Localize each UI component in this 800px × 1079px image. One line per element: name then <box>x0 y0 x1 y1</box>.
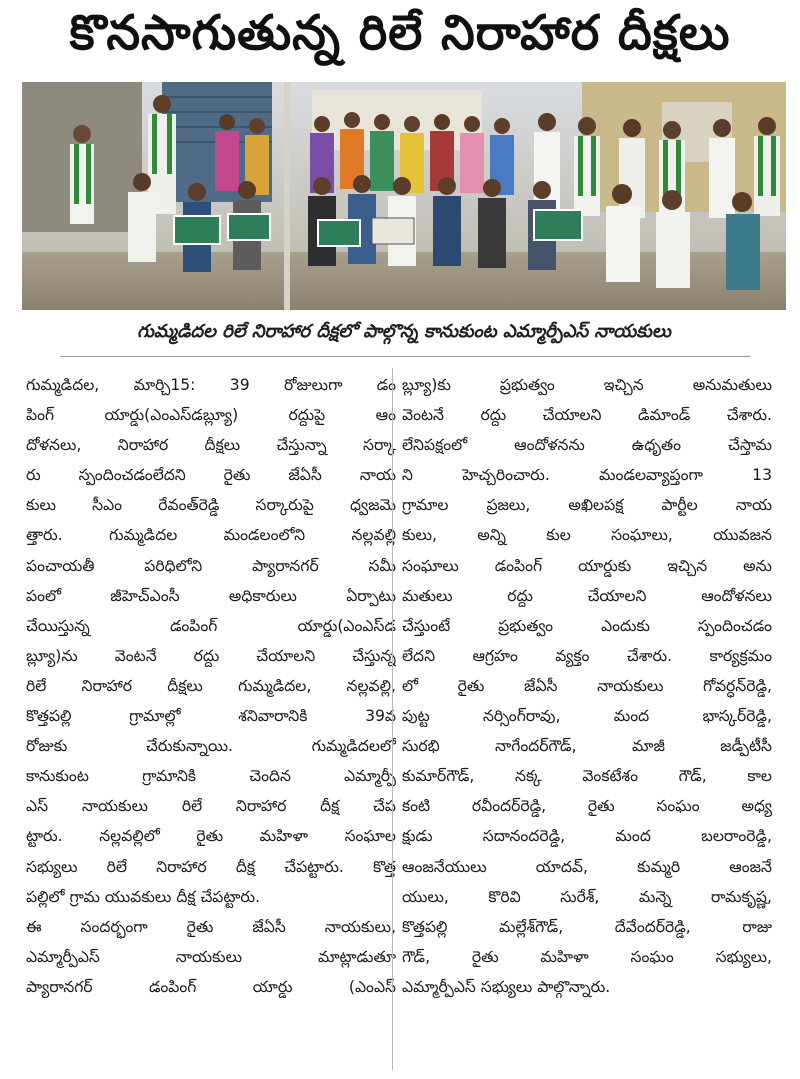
body-line: ఆంజనేయులు యాదవ్, కుమ్మరి ఆంజనే <box>402 857 772 876</box>
body-line: చేయిస్తున్న డంపింగ్ యార్డు(ఎంఎస్‌డ <box>26 616 396 635</box>
article-column-left <box>26 370 396 1070</box>
body-line: ఎస్ నాయకులు రిలే నిరాహార దీక్ష చేప <box>26 797 396 816</box>
body-line: కులు సీఎం రేవంత్‌రెడ్డి సర్కారుపై ధ్వజమె <box>26 496 396 515</box>
body-line: పింగ్ యార్డు(ఎంఎస్‌డబ్ల్యూ) రద్దుపై ఆం <box>26 406 396 425</box>
body-line: కంటి రవీందర్‌రెడ్డి, రైతు సంఘం అధ్య <box>402 797 772 816</box>
body-line: బ్ల్యూ)కు ప్రభుత్వం ఇచ్చిన అనుమతులు <box>402 376 772 394</box>
body-line: ని హెచ్చరించారు. మండలవ్యాప్తంగా 13 <box>402 466 772 485</box>
body-line: క్షుడు సదానందరెడ్డి, మంద బలరాంరెడ్డి, <box>402 827 772 846</box>
body-line: చేస్తుంటే ప్రభుత్వం ఎందుకు స్పందించడం <box>402 616 772 635</box>
article-column-right <box>402 370 772 1070</box>
body-line: లేనిపక్షంలో ఆందోళనను ఉధృతం చేస్తామ <box>402 436 772 455</box>
body-line: ఈ సందర్భంగా రైతు జేఏసీ నాయకులు, <box>26 917 396 936</box>
body-line: రు స్పందించడంలేదని రైతు జేఏసీ నాయ <box>26 466 396 485</box>
body-line: సురభి నాగేందర్‌గౌడ్, మాజీ జడ్పీటీసీ <box>402 737 772 756</box>
body-line: యులు, కొరివి సురేశ్, మన్నె రామకృష్ణ, <box>402 887 772 906</box>
body-line: పుట్ట నర్సింగ్‌రావు, మంద భాస్కర్‌రెడ్డి, <box>402 707 772 726</box>
body-line: గ్రామాల ప్రజలు, అఖిలపక్ష పార్టీల నాయ <box>402 496 772 515</box>
body-line: కొత్తపల్లి గ్రామాల్లో శనివారానికి 39వ <box>26 707 396 726</box>
body-line: ప్యారానగర్ డంపింగ్ యార్డు (ఎంఎస్ <box>26 977 396 996</box>
body-line: కుమార్‌గౌడ్, నక్క వెంకటేశం గౌడ్, కాల <box>402 767 772 786</box>
body-line: దోళనలు, నిరాహార దీక్షలు చేస్తున్నా సర్కా <box>26 436 396 455</box>
body-line: మతులు రద్దు చేయాలని ఆందోళనలు <box>402 586 772 605</box>
body-line: లేదని ఆగ్రహం వ్యక్తం చేశారు. కార్యక్రమం <box>402 646 772 665</box>
body-line: లో రైతు జేఏసీ నాయకులు గోవర్ధన్‌రెడ్డి, <box>402 676 772 695</box>
body-line: పల్లిలో గ్రామ యువకులు దీక్ష చేపట్టారు. <box>26 887 261 906</box>
article-headline: కొనసాగుతున్న రిలే నిరాహార దీక్షలు <box>69 5 731 61</box>
body-line: సంఘాలు డంపింగ్ యార్డుకు ఇచ్చిన అను <box>402 556 772 575</box>
body-line: కొత్తపల్లి మల్లేశ్‌గౌడ్, దేవేందర్‌రెడ్డి, రాజు <box>402 917 772 936</box>
body-line: కులు, అన్ని కుల సంఘాలు, యువజన <box>402 526 772 545</box>
body-line: బ్ల్యూ)ను వెంటనే రద్దు చేయాలని చేస్తున్న <box>26 646 396 665</box>
body-line: పంలో జీహెచ్‌ఎంసీ అధికారులు ఏర్పాటు <box>26 586 396 605</box>
body-line: వెంటనే రద్దు చేయాలని డిమాండ్ చేశారు. <box>402 406 772 425</box>
body-line: గుమ్మడిదల, మార్చి15: 39 రోజులుగా డం <box>26 376 396 394</box>
body-line: పంచాయతీ పరిధిలోని ప్యారానగర్ సమీ <box>26 556 396 575</box>
body-line: రిలే నిరాహార దీక్షలు గుమ్మడిదల, నల్లవల్లి, <box>26 676 396 695</box>
body-line: రోజుకు చేరుకున్నాయి. గుమ్మడిదలలో <box>26 737 396 756</box>
photo-caption: గుమ్మడిదల రిలే నిరాహార దీక్షలో పాల్గొన్న కానుకుంట ఎమ్మార్పీఎస్ నాయకులు <box>137 320 671 342</box>
group-protest-photo <box>22 82 786 310</box>
news-photo <box>22 82 786 310</box>
body-line: త్తారు. గుమ్మడిదల మండలంలోని నల్లవల్లి <box>26 526 396 545</box>
body-line: గౌడ్, రైతు మహిళా సంఘం సభ్యులు, <box>402 947 772 966</box>
body-line: సభ్యులు రిలే నిరాహార దీక్ష చేపట్టారు. కొత్త <box>26 857 396 876</box>
column-divider <box>392 368 393 1070</box>
body-line: కానుకుంట గ్రామానికి చెందిన ఎమ్మార్పీ <box>26 767 396 786</box>
body-line: ఎమ్మార్పీఎస్ నాయకులు మాట్లాడుతూ <box>26 947 396 966</box>
body-line: ఎమ్మార్పీఎస్ సభ్యులు పాల్గొన్నారు. <box>402 977 611 996</box>
body-line: ట్టారు. నల్లవల్లిలో రైతు మహిళా సంఘాల <box>26 827 396 846</box>
caption-divider <box>60 356 750 357</box>
